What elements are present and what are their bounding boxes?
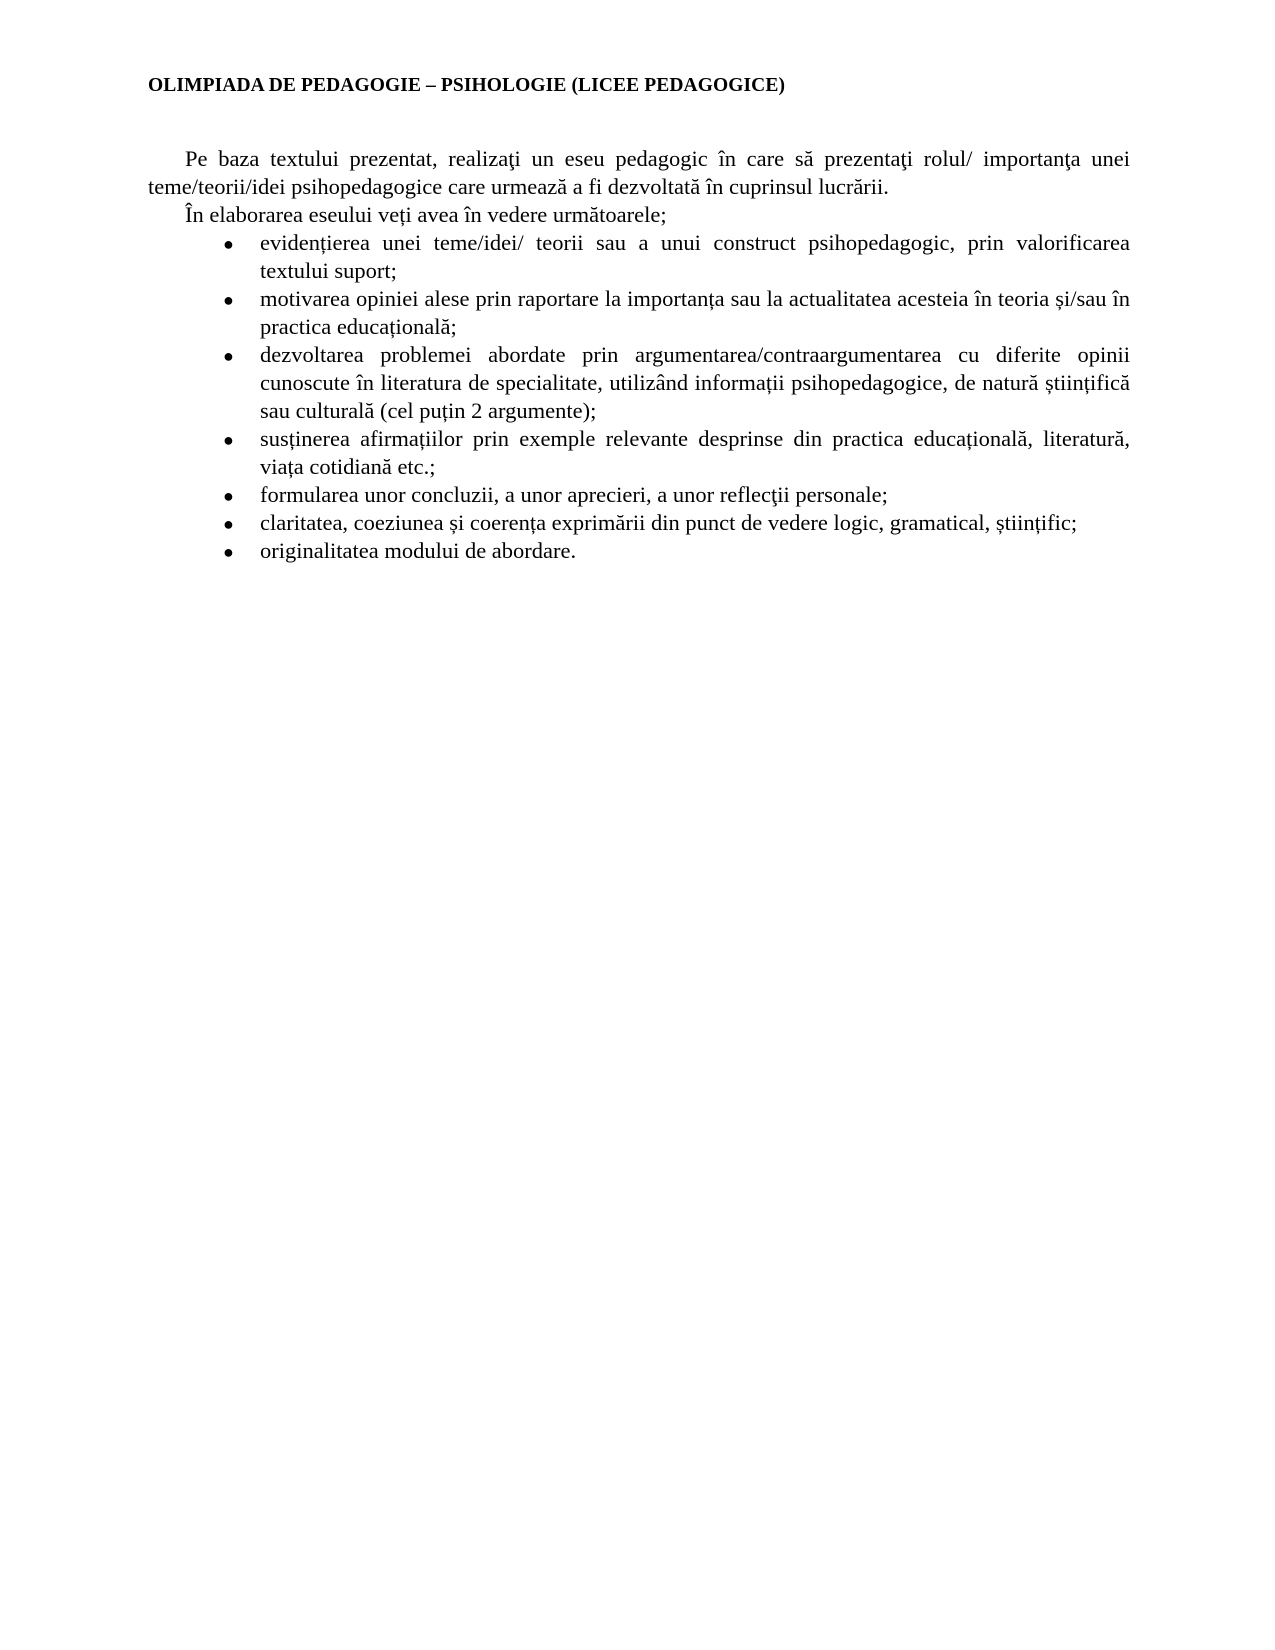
intro-paragraph: Pe baza textului prezentat, realizaţi un eseu pedagogic în care să prezentaţi rolul/ importanţa unei teme/teorii/idei psihopedagogice care urmează a fi dezvoltată în cuprinsul lucrării. bbox=[148, 146, 1130, 199]
list-item bbox=[223, 229, 1130, 285]
bullet-dot-icon: ● bbox=[223, 542, 234, 562]
list-item bbox=[223, 285, 1130, 341]
list-item bbox=[223, 425, 1130, 481]
instructions-paragraph: În elaborarea eseului veți avea în vedere următoarele; bbox=[185, 202, 667, 227]
bullet-dot-icon: ● bbox=[223, 486, 234, 506]
bullet-dot-icon: ● bbox=[223, 430, 234, 450]
bullet-dot-icon: ● bbox=[223, 290, 234, 310]
list-item-text: originalitatea modului de abordare. bbox=[260, 538, 577, 563]
list-item-text: motivarea opiniei alese prin raportare la importanța sau la actualitatea acesteia în teoria și/sau în practica educațională; bbox=[260, 286, 1130, 339]
bullet-dot-icon: ● bbox=[223, 234, 234, 254]
bullet-dot-icon: ● bbox=[223, 514, 234, 534]
list-item-text: susținerea afirmațiilor prin exemple relevante desprinse din practica educațională, literatură, viața cotidiană etc.; bbox=[260, 426, 1130, 479]
list-item-text: dezvoltarea problemei abordate prin argumentarea/contraargumentarea cu diferite opinii cunoscute în literatura de specialitate, utilizând informații psihopedagogice, de natură științifică sau culturală (cel puțin 2 argumente); bbox=[260, 342, 1130, 423]
bullet-dot-icon: ● bbox=[223, 346, 234, 366]
list-item-text: formularea unor concluzii, a unor aprecieri, a unor reflecţii personale; bbox=[260, 482, 888, 507]
list-item bbox=[223, 509, 1130, 537]
list-item-text: claritatea, coeziunea și coerența exprimării din punct de vedere logic, gramatical, științific; bbox=[260, 510, 1078, 535]
list-item bbox=[223, 341, 1130, 425]
document-page bbox=[148, 72, 1130, 565]
document-title: OLIMPIADA DE PEDAGOGIE – PSIHOLOGIE (LICEE PEDAGOGICE) bbox=[148, 75, 786, 96]
list-item-text: evidențierea unei teme/idei/ teorii sau a unui construct psihopedagogic, prin valorificarea textului suport; bbox=[260, 230, 1130, 283]
criteria-list bbox=[148, 229, 1130, 565]
list-item bbox=[223, 481, 1130, 509]
list-item bbox=[223, 537, 1130, 565]
